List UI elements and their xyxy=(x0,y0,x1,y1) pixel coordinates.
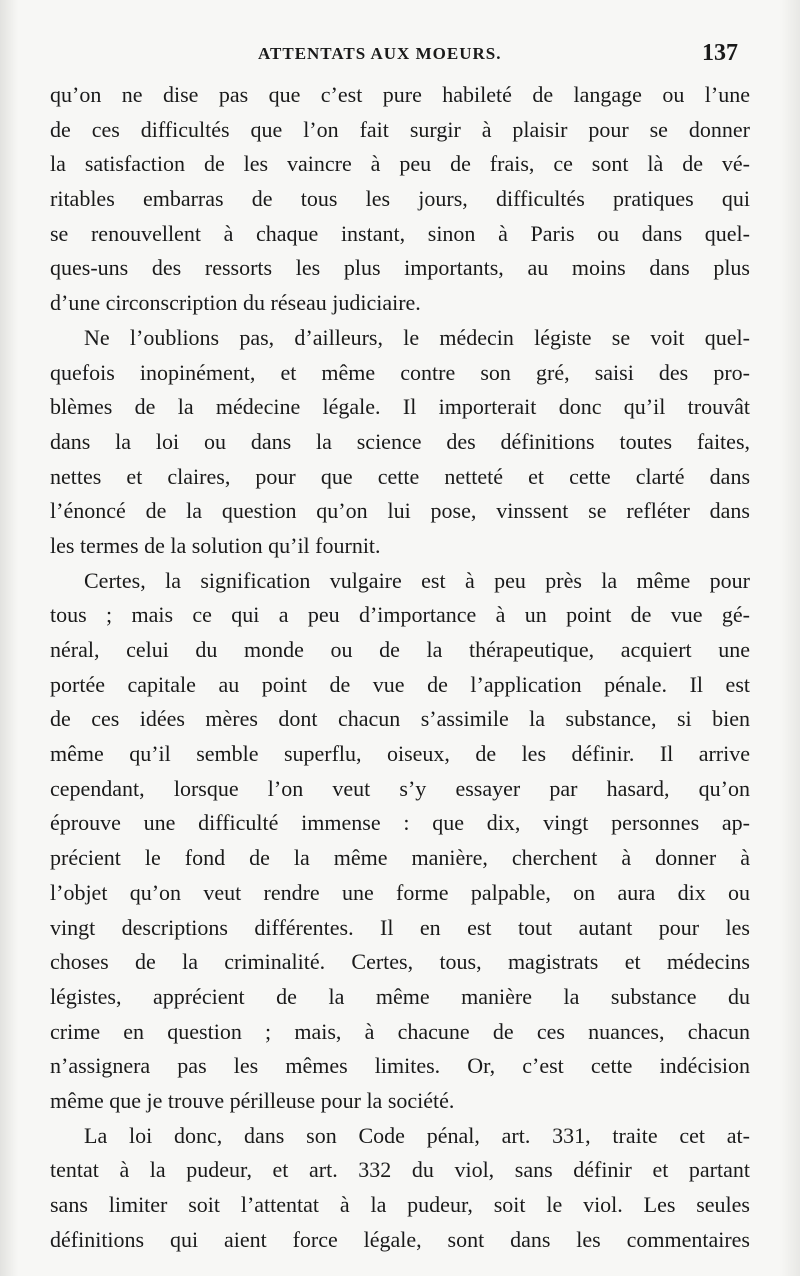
paragraph xyxy=(50,78,750,321)
text-line: précient le fond de la même manière, cherchent à donner à xyxy=(50,845,750,871)
text-line: définitions qui aient force légale, sont dans les commentaires xyxy=(50,1226,750,1252)
text-line: tentat à la pudeur, et art. 332 du viol, sans définir et partant xyxy=(50,1157,750,1183)
running-head xyxy=(258,40,738,70)
running-title: ATTENTATS AUX MOEURS. xyxy=(258,44,502,63)
page-number: 137 xyxy=(702,40,738,66)
text-line: les termes de la solution qu’il fournit. xyxy=(50,532,381,558)
text-line: d’une circonscription du réseau judiciaire. xyxy=(50,290,421,316)
text-line: choses de la criminalité. Certes, tous, magistrats et médecins xyxy=(50,949,750,975)
text-line: quefois inopinément, et même contre son gré, saisi des pro- xyxy=(50,359,750,385)
text-line: ritables embarras de tous les jours, difficultés pratiques qui xyxy=(50,186,750,212)
text-line: La loi donc, dans son Code pénal, art. 331, traite cet at- xyxy=(84,1122,750,1148)
text-line: l’énoncé de la question qu’on lui pose, vinssent se refléter dans xyxy=(50,498,750,524)
text-line: l’objet qu’on veut rendre une forme palpable, on aura dix ou xyxy=(50,879,750,905)
text-line: dans la loi ou dans la science des définitions toutes faites, xyxy=(50,428,750,454)
text-line: même que je trouve périlleuse pour la société. xyxy=(50,1087,455,1113)
text-line: portée capitale au point de vue de l’application pénale. Il est xyxy=(50,671,750,697)
text-line: néral, celui du monde ou de la thérapeutique, acquiert une xyxy=(50,637,750,662)
text-line: éprouve une difficulté immense : que dix, vingt personnes ap- xyxy=(50,810,750,836)
text-line: n’assignera pas les mêmes limites. Or, c’est cette indécision xyxy=(50,1053,750,1079)
text-line: blèmes de la médecine légale. Il importerait donc qu’il trouvât xyxy=(50,394,750,420)
text-line: qu’on ne dise pas que c’est pure habileté de langage ou l’une xyxy=(50,82,750,107)
text-line: de ces difficultés que l’on fait surgir à plaisir pour se donner xyxy=(50,116,750,142)
text-line: même qu’il semble superflu, oiseux, de les définir. Il arrive xyxy=(50,741,750,767)
text-line: Ne l’oublions pas, d’ailleurs, le médecin légiste se voit quel- xyxy=(84,324,750,350)
paragraph xyxy=(50,321,750,564)
paragraph xyxy=(50,564,750,1119)
text-line: nettes et claires, pour que cette netteté et cette clarté dans xyxy=(50,463,750,489)
text-line: cependant, lorsque l’on veut s’y essayer par hasard, qu’on xyxy=(50,775,750,801)
text-line: se renouvellent à chaque instant, sinon à Paris ou dans quel- xyxy=(50,220,750,246)
text-line: légistes, apprécient de la même manière la substance du xyxy=(50,983,750,1009)
text-line: Certes, la signification vulgaire est à peu près la même pour xyxy=(84,567,750,593)
text-line: crime en question ; mais, à chacune de ces nuances, chacun xyxy=(50,1018,750,1044)
text-line: sans limiter soit l’attentat à la pudeur, soit le viol. Les seules xyxy=(50,1192,750,1217)
paragraph xyxy=(50,1119,750,1258)
text-body xyxy=(50,78,750,1257)
text-line: de ces idées mères dont chacun s’assimile la substance, si bien xyxy=(50,706,750,732)
text-line: vingt descriptions différentes. Il en est tout autant pour les xyxy=(50,914,750,940)
text-line: tous ; mais ce qui a peu d’importance à un point de vue gé- xyxy=(50,602,750,628)
text-line: la satisfaction de les vaincre à peu de frais, ce sont là de vé- xyxy=(50,151,750,177)
text-line: ques-uns des ressorts les plus importants, au moins dans plus xyxy=(50,255,750,281)
